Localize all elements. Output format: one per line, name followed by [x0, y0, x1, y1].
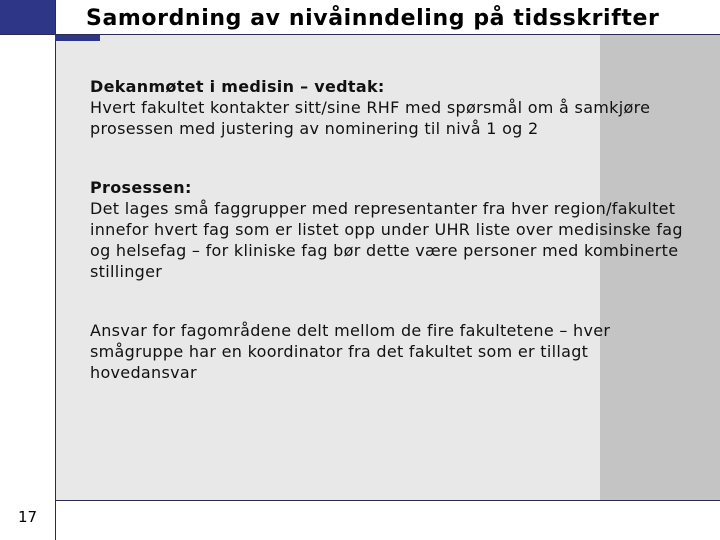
left-sidebar	[0, 0, 56, 540]
footer-divider	[56, 500, 720, 501]
page-number: 17	[17, 508, 38, 526]
section-ansvar	[90, 320, 700, 383]
section-heading: Dekanmøtet i medisin – vedtak:	[90, 77, 385, 96]
section-heading: Prosessen:	[90, 178, 192, 197]
section-prosessen	[90, 177, 700, 282]
section-body: Ansvar for fagområdene delt mellom de fire fakultetene – hver smågruppe har en koordinator fra det fakultet som er tillagt hovedansvar	[90, 321, 611, 382]
title-divider	[0, 34, 720, 35]
corner-accent	[0, 0, 55, 34]
section-body: Det lages små faggrupper med representanter fra hver region/fakultet innefor hvert fag som er listet opp under UHR liste over medisinske fag og helsefag – for kliniske fag bør dette være personer med kombinerte stillinger	[90, 199, 683, 281]
title-accent-bar	[55, 35, 100, 41]
section-vedtak	[90, 76, 700, 139]
section-body: Hvert fakultet kontakter sitt/sine RHF med spørsmål om å samkjøre prosessen med justering av nominering til nivå 1 og 2	[90, 98, 651, 138]
slide-title: Samordning av nivåinndeling på tidsskrifter	[86, 6, 660, 31]
